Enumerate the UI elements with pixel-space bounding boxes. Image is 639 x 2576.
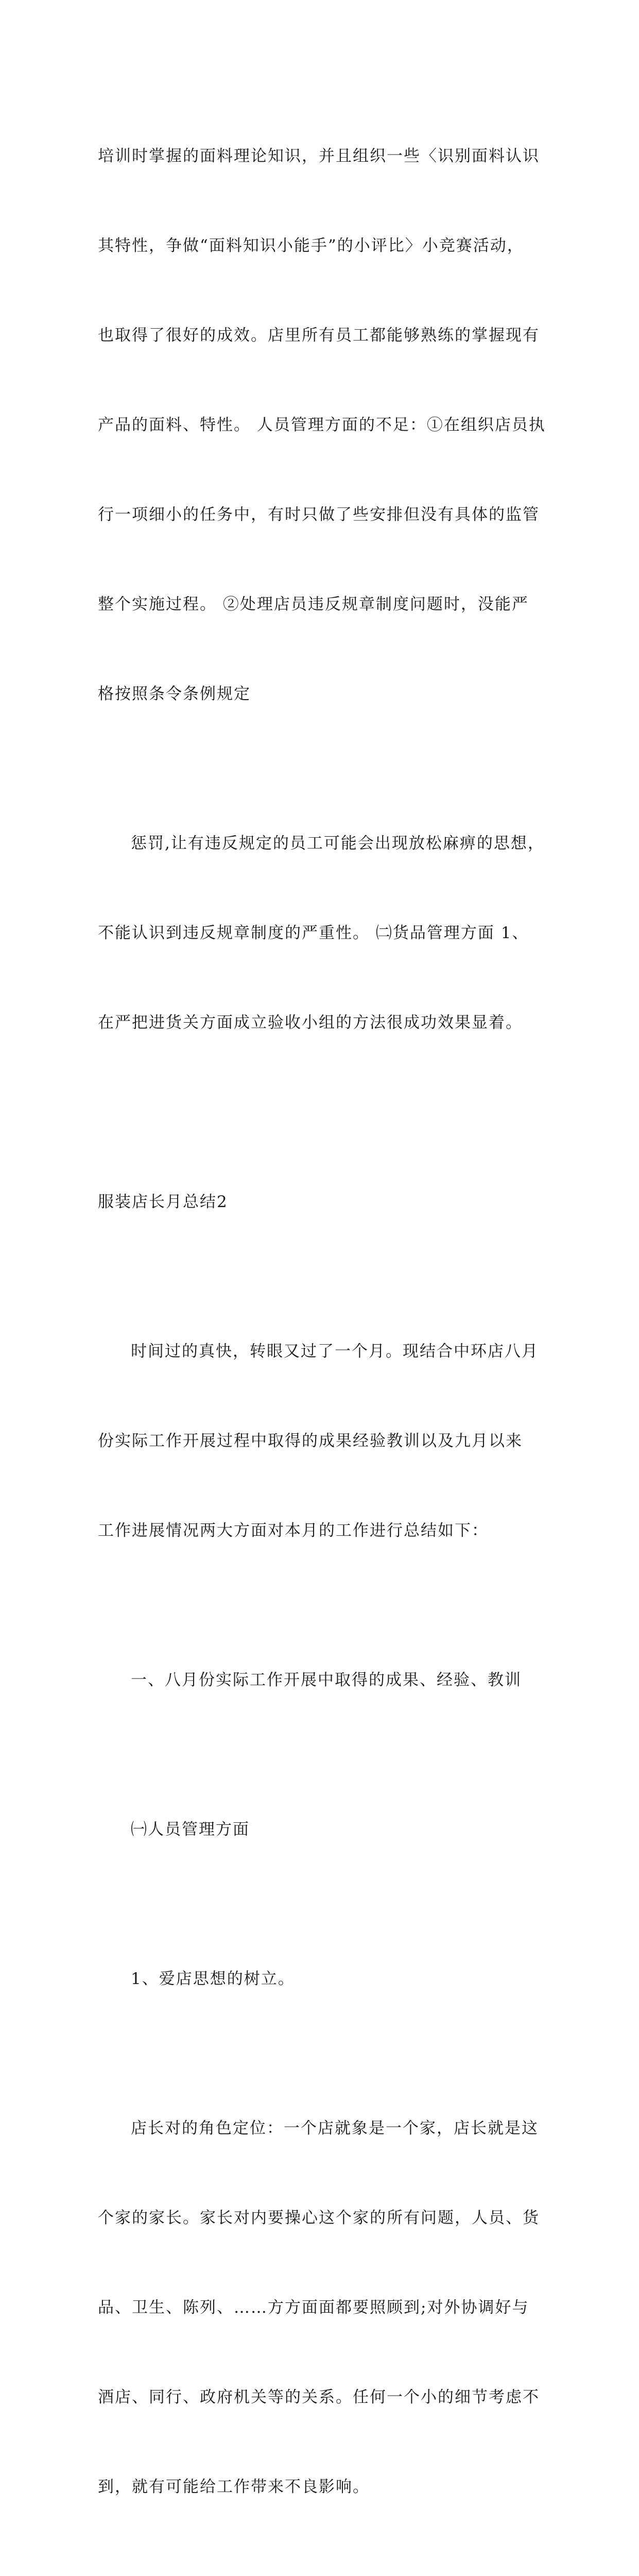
section-spacer xyxy=(98,1097,551,1127)
text-line: 不能认识到违反规章制度的严重性。 ㈡货品管理方面 1、 xyxy=(98,924,529,942)
text-line: 个家的家长。家长对内要操心这个家的所有问题，人员、货 xyxy=(98,2209,540,2227)
heading-level-3 xyxy=(98,1904,551,2054)
text-line: 培训时掌握的面料理论知识，并且组织一些〈识别面料认识 xyxy=(98,147,540,165)
heading-level-1 xyxy=(98,1605,551,1755)
heading-duties xyxy=(98,2562,551,2576)
section-title xyxy=(98,1127,551,1277)
heading-level-2 xyxy=(98,1755,551,1904)
paragraph-role xyxy=(98,2054,551,2562)
text-line: 惩罚,让有违反规定的员工可能会出现放松麻痹的思想， xyxy=(131,834,545,853)
text-line: 其特性，争做“面料知识小能手”的小评比〉小竞赛活动， xyxy=(98,236,524,255)
section-title-text: 服装店长月总结2 xyxy=(98,1193,228,1211)
text-line: 时间过的真快，转眼又过了一个月。现结合中环店八月 xyxy=(131,1342,539,1361)
paragraph-training xyxy=(98,81,551,769)
paragraph-intro xyxy=(98,1277,551,1605)
paragraph-punishment xyxy=(98,769,551,1097)
text-line: 店长对的角色定位：一个店就象是一个家，店长就是这 xyxy=(131,2119,539,2138)
text-line: 酒店、同行、政府机关等的关系。任何一个小的细节考虑不 xyxy=(98,2388,540,2406)
heading-text: ㈠人员管理方面 xyxy=(131,1820,250,1839)
text-line: 也取得了很好的成效。店里所有员工都能够熟练的掌握现有 xyxy=(98,326,540,345)
text-line: 整个实施过程。 ②处理店员违反规章制度问题时，没能严 xyxy=(98,595,529,614)
text-line: 品、卫生、陈列、……方方面面都要照顾到;对外协调好与 xyxy=(98,2298,529,2317)
text-line: 行一项细小的任务中，有时只做了些安排但没有具体的监管 xyxy=(98,505,540,524)
text-line: 到，就有可能给工作带来不良影响。 xyxy=(98,2478,370,2496)
text-line: 工作进展情况两大方面对本月的工作进行总结如下： xyxy=(98,1521,489,1540)
heading-text: 1、爱店思想的树立。 xyxy=(131,1970,295,1988)
document-body xyxy=(98,81,551,2576)
text-line: 格按照条令条例规定 xyxy=(98,685,251,703)
heading-text: 一、八月份实际工作开展中取得的成果、经验、教训 xyxy=(131,1671,522,1689)
text-line: 份实际工作开展过程中取得的成果经验教训以及九月以来 xyxy=(98,1432,523,1450)
text-line: 在严把进货关方面成立验收小组的方法很成功效果显着。 xyxy=(98,1013,523,1032)
text-line: 产品的面料、特性。 人员管理方面的不足：①在组织店员执 xyxy=(98,416,546,434)
